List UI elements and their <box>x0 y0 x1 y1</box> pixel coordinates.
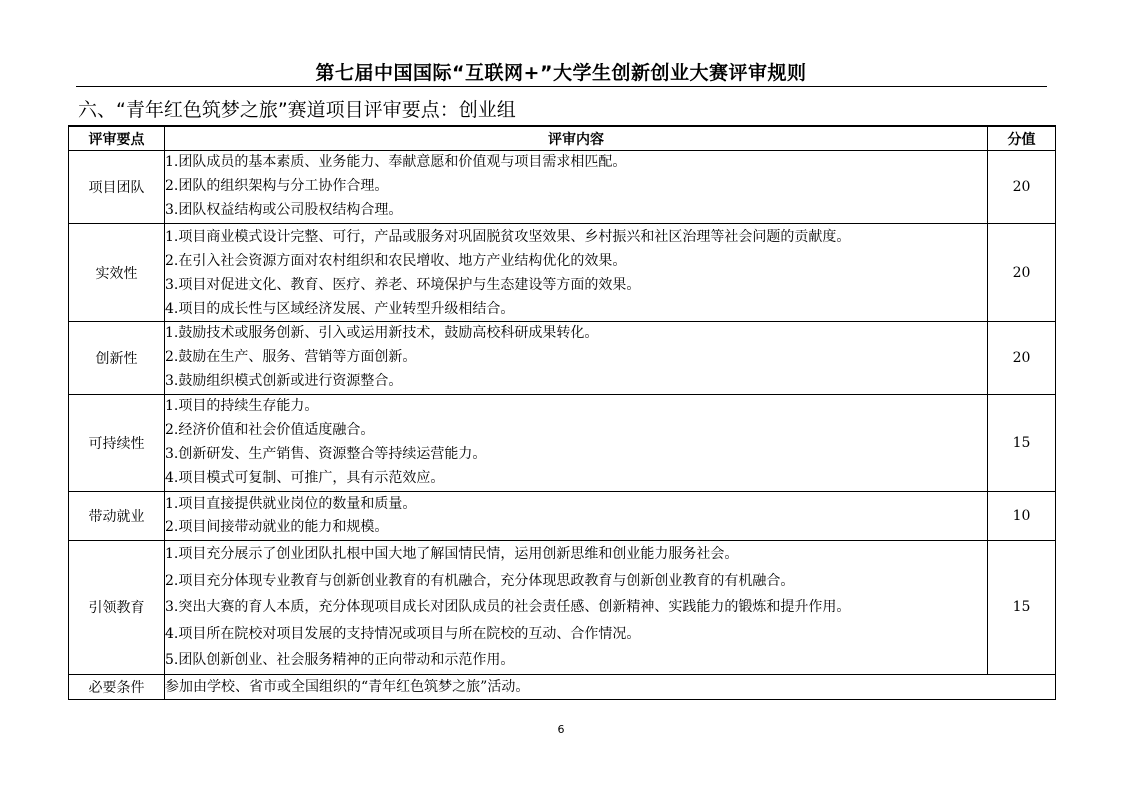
table-row <box>69 395 1056 492</box>
row-score: 20 <box>988 322 1056 395</box>
header-score: 分值 <box>988 126 1056 151</box>
content-item: 1.项目商业模式设计完整、可行，产品或服务对巩固脱贫攻坚效果、乡村振兴和社区治理等社会问题的贡献度。 <box>165 228 851 245</box>
header-category: 评审要点 <box>69 126 165 151</box>
row-score: 20 <box>988 151 1056 224</box>
title-divider <box>76 86 1047 87</box>
table-row <box>69 492 1056 541</box>
table-row <box>69 322 1056 395</box>
content-item: 3.项目对促进文化、教育、医疗、养老、环境保护与生态建设等方面的效果。 <box>165 276 641 293</box>
section-heading: 六、“青年红色筑梦之旅”赛道项目评审要点：创业组 <box>78 99 516 121</box>
requirement-content <box>165 674 1056 699</box>
content-item: 1.团队成员的基本素质、业务能力、奉献意愿和价值观与项目需求相匹配。 <box>165 154 627 171</box>
content-item: 4.项目所在院校对项目发展的支持情况或项目与所在院校的互动、合作情况。 <box>165 625 641 642</box>
row-content <box>165 541 988 675</box>
requirement-text: 参加由学校、省市或全国组织的“青年红色筑梦之旅”活动。 <box>165 678 530 695</box>
row-category: 项目团队 <box>69 151 165 224</box>
content-item: 1.项目充分展示了创业团队扎根中国大地了解国情民情，运用创新思维和创业能力服务社会。 <box>165 546 739 562</box>
page-number: 6 <box>557 723 565 736</box>
content-item: 1.鼓励技术或服务创新、引入或运用新技术，鼓励高校科研成果转化。 <box>165 325 599 342</box>
row-category: 带动就业 <box>69 492 165 541</box>
table-header-row <box>69 126 1056 151</box>
row-score: 15 <box>988 395 1056 492</box>
content-item: 2.项目充分体现专业教育与创新创业教育的有机融合，充分体现思政教育与创新创业教育的有机融合。 <box>165 572 795 589</box>
table-row <box>69 541 1056 675</box>
row-category: 可持续性 <box>69 395 165 492</box>
table-row <box>69 224 1056 322</box>
content-item: 2.经济价值和社会价值适度融合。 <box>165 422 375 439</box>
requirement-label: 必要条件 <box>69 674 165 699</box>
row-category: 创新性 <box>69 322 165 395</box>
content-item: 5.团队创新创业、社会服务精神的正向带动和示范作用。 <box>165 652 515 669</box>
row-score: 15 <box>988 541 1056 675</box>
row-category: 引领教育 <box>69 541 165 675</box>
review-criteria-table <box>68 125 1056 700</box>
header-content: 评审内容 <box>165 126 988 151</box>
row-content <box>165 151 988 224</box>
row-category: 实效性 <box>69 224 165 322</box>
content-item: 3.鼓励组织模式创新或进行资源整合。 <box>165 372 403 389</box>
row-content <box>165 492 988 541</box>
document-title: 第七届中国国际“互联网+”大学生创新创业大赛评审规则 <box>315 62 807 84</box>
row-content <box>165 224 988 322</box>
content-item: 1.项目的持续生存能力。 <box>165 398 319 415</box>
table-row <box>69 151 1056 224</box>
content-item: 4.项目的成长性与区域经济发展、产业转型升级相结合。 <box>165 300 515 317</box>
content-item: 1.项目直接提供就业岗位的数量和质量。 <box>165 495 417 512</box>
content-item: 2.在引入社会资源方面对农村组织和农民增收、地方产业结构优化的效果。 <box>165 252 627 269</box>
content-item: 2.团队的组织架构与分工协作合理。 <box>165 178 389 195</box>
content-item: 2.项目间接带动就业的能力和规模。 <box>165 519 389 535</box>
content-item: 3.创新研发、生产销售、资源整合等持续运营能力。 <box>165 446 487 462</box>
row-score: 10 <box>988 492 1056 541</box>
content-item: 4.项目模式可复制、可推广，具有示范效应。 <box>165 469 445 486</box>
content-item: 2.鼓励在生产、服务、营销等方面创新。 <box>165 349 417 366</box>
content-item: 3.突出大赛的育人本质，充分体现项目成长对团队成员的社会责任感、创新精神、实践能力的锻炼和提升作用。 <box>165 599 851 616</box>
row-content <box>165 322 988 395</box>
row-score: 20 <box>988 224 1056 322</box>
requirement-row <box>69 674 1056 699</box>
row-content <box>165 395 988 492</box>
content-item: 3.团队权益结构或公司股权结构合理。 <box>165 201 403 218</box>
